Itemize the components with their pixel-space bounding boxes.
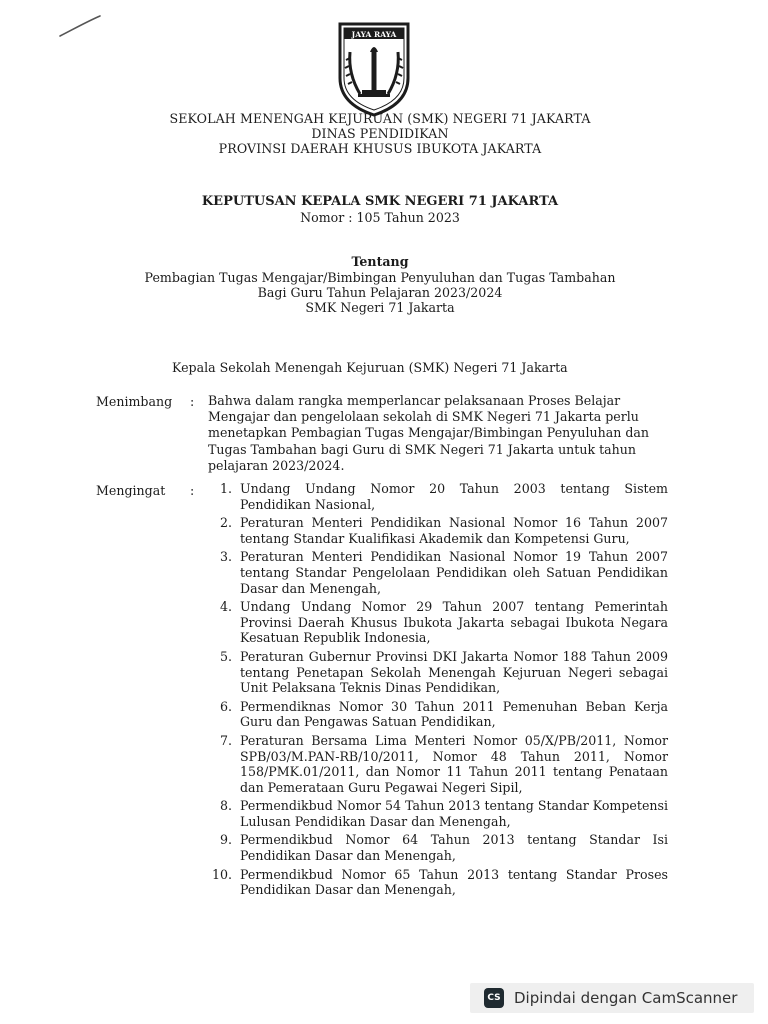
list-item-text: Undang Undang Nomor 20 Tahun 2003 tentang Sistem Pendidikan Nasional, bbox=[240, 481, 668, 512]
list-item-number: 10. bbox=[211, 866, 232, 882]
list-item-number: 7. bbox=[219, 732, 232, 748]
menimbang-label: Menimbang bbox=[96, 394, 173, 409]
list-item-number: 8. bbox=[219, 798, 232, 814]
decree-number: Nomor : 105 Tahun 2023 bbox=[300, 210, 460, 225]
list-item-number: 2. bbox=[219, 515, 232, 531]
list-item bbox=[202, 832, 668, 863]
list-item-text: Permendikbud Nomor 65 Tahun 2013 tentang Standar Proses Pendidikan Dasar dan Menengah, bbox=[240, 866, 668, 898]
pen-stroke-mark bbox=[58, 14, 102, 40]
topic-line-3: SMK Negeri 71 Jakarta bbox=[305, 300, 455, 315]
list-item bbox=[202, 515, 668, 546]
menimbang-text: Bahwa dalam rangka memperlancar pelaksanaan Proses Belajar Mengajar dan pengelolaan sekolah di SMK Negeri 71 Jakarta perlu menetapkan Pembagian Tugas Mengajar/Bimbingan Penyuluhan dan Tugas Tambahan bagi Guru di SMK Negeri 71 Jakarta untuk tahun pelajaran 2023/2024. bbox=[208, 393, 650, 473]
topic-line-1: Pembagian Tugas Mengajar/Bimbingan Penyuluhan dan Tugas Tambahan bbox=[144, 270, 616, 285]
mengingat-colon: : bbox=[190, 483, 195, 498]
list-item-text: Permendikbud Nomor 54 Tahun 2013 tentang Standar Kompetensi Lulusan Pendidikan Dasar dan Menengah, bbox=[240, 798, 668, 829]
list-item-text: Peraturan Menteri Pendidikan Nasional Nomor 16 Tahun 2007 tentang Standar Kualifikasi Akademik dan Kompetensi Guru, bbox=[240, 515, 668, 546]
list-item bbox=[202, 481, 668, 512]
decree-title: KEPUTUSAN KEPALA SMK NEGERI 71 JAKARTA bbox=[201, 194, 559, 209]
list-item-text: Peraturan Bersama Lima Menteri Nomor 05/X/PB/2011, Nomor SPB/03/M.PAN-RB/10/2011, Nomor 48 Tahun 2011, Nomor 158/PMK.01/2011, dan Nomor 11 Tahun 2011 tentang Penataan dan Pemerataan Guru Pegawai Negeri Sipil, bbox=[240, 732, 668, 795]
list-item-text: Peraturan Menteri Pendidikan Nasional Nomor 19 Tahun 2007 tentang Standar Pengelolaan Pendidikan oleh Satuan Pendidikan Dasar dan Menengah, bbox=[240, 549, 668, 596]
school-name: SEKOLAH MENENGAH KEJURUAN (SMK) NEGERI 71 JAKARTA bbox=[169, 111, 591, 126]
list-item bbox=[202, 699, 668, 730]
mengingat-label: Mengingat bbox=[96, 483, 166, 498]
list-item-number: 6. bbox=[219, 698, 232, 714]
logo-motto: JAYA RAYA bbox=[351, 30, 397, 39]
list-item-text: Undang Undang Nomor 29 Tahun 2007 tentang Pemerintah Provinsi Daerah Khusus Ibukota Jakarta sebagai Ibukota Negara Kesatuan Republik Indonesia, bbox=[240, 599, 668, 646]
mengingat-list bbox=[202, 481, 668, 901]
list-item-text: Permendiknas Nomor 30 Tahun 2011 Pemenuhan Beban Kerja Guru dan Pengawas Satuan Pendidikan, bbox=[240, 698, 668, 730]
list-item-number: 3. bbox=[219, 549, 232, 565]
camscanner-watermark bbox=[470, 983, 754, 1013]
list-item-number: 4. bbox=[219, 599, 232, 615]
about-label: Tentang bbox=[351, 254, 409, 269]
list-item bbox=[202, 549, 668, 596]
list-item-number: 1. bbox=[219, 481, 232, 496]
department-name: DINAS PENDIDIKAN bbox=[311, 126, 449, 141]
list-item bbox=[202, 798, 668, 829]
list-item bbox=[202, 733, 668, 795]
list-item-number: 9. bbox=[219, 832, 232, 848]
menimbang-colon: : bbox=[190, 394, 195, 409]
jaya-raya-emblem-icon bbox=[334, 18, 414, 118]
province-name: PROVINSI DAERAH KHUSUS IBUKOTA JAKARTA bbox=[218, 141, 542, 156]
camscanner-text: Dipindai dengan CamScanner bbox=[514, 989, 738, 1007]
list-item-text: Peraturan Gubernur Provinsi DKI Jakarta Nomor 188 Tahun 2009 tentang Penetapan Sekolah Menengah Kejuruan Negeri sebagai Unit Pelaksana Teknis Dinas Pendidikan, bbox=[240, 648, 668, 696]
list-item bbox=[202, 867, 668, 898]
list-item bbox=[202, 649, 668, 696]
list-item-number: 5. bbox=[219, 648, 232, 664]
camscanner-icon: CS bbox=[484, 988, 504, 1008]
issuer-line: Kepala Sekolah Menengah Kejuruan (SMK) Negeri 71 Jakarta bbox=[172, 360, 568, 375]
list-item-text: Permendikbud Nomor 64 Tahun 2013 tentang Standar Isi Pendidikan Dasar dan Menengah, bbox=[240, 832, 668, 864]
topic-line-2: Bagi Guru Tahun Pelajaran 2023/2024 bbox=[257, 285, 503, 300]
list-item bbox=[202, 599, 668, 646]
